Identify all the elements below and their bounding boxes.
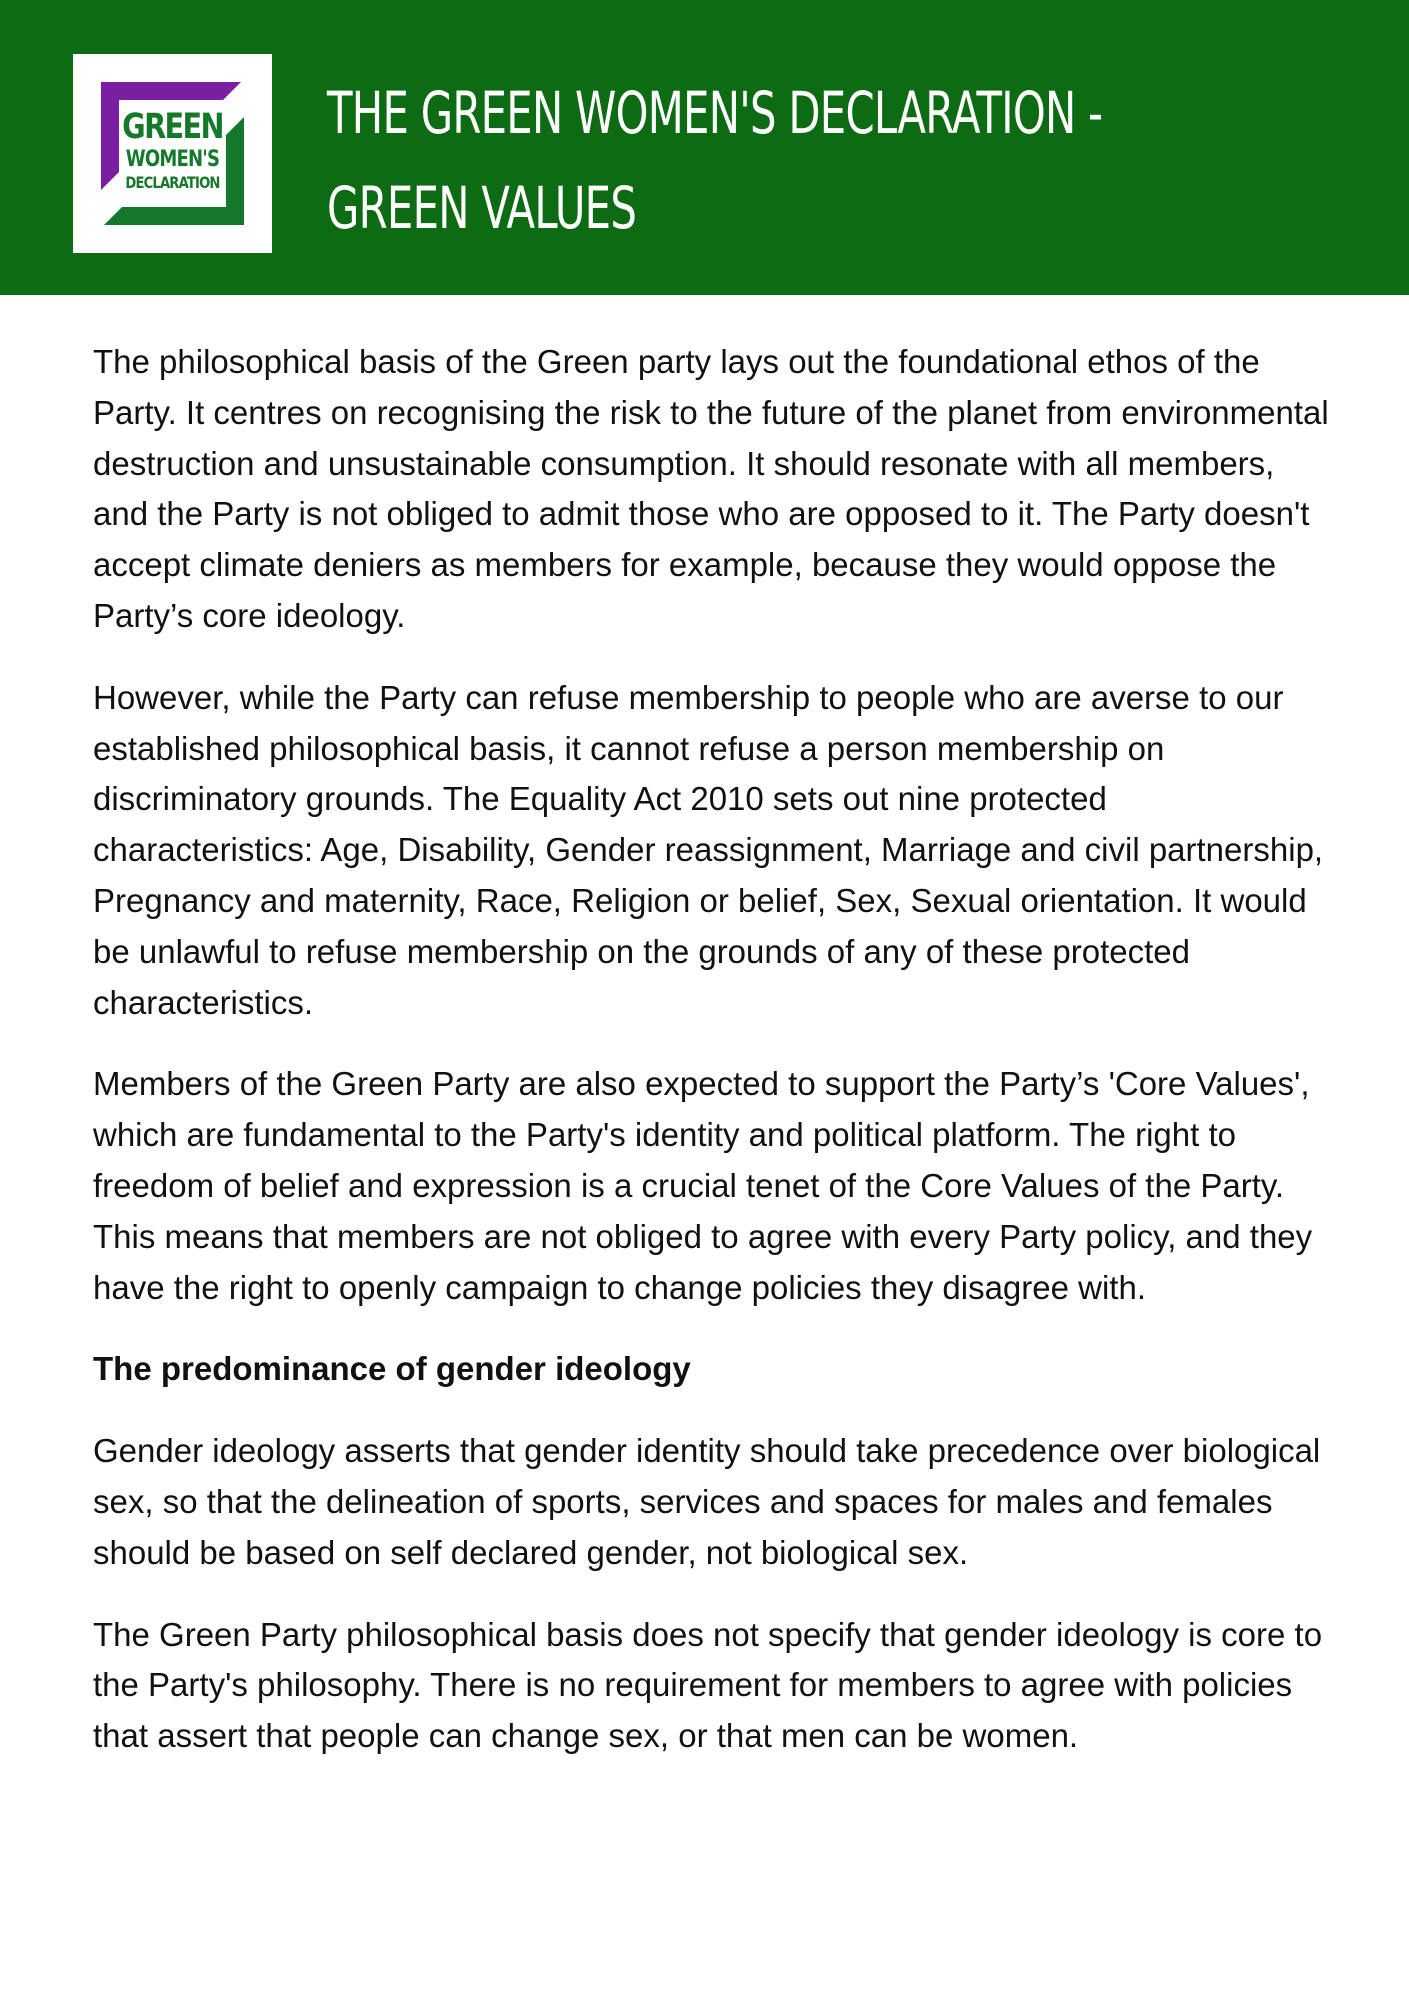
logo	[73, 54, 272, 253]
document-body	[93, 337, 1333, 1793]
logo-text-green: GREEN	[122, 107, 223, 147]
page-title-line-1: THE GREEN WOMEN'S DECLARATION -	[327, 79, 1103, 147]
paragraph-core-values: Members of the Green Party are also expected to support the Party’s 'Core Values', which are fundamental to the Party's identity and political platform. The right to freedom of belief and expression is a crucial tenet of the Core Values of the Party. This means that members are not obliged to agree with every Party policy, and they have the right to openly campaign to change policies they disagree with.	[93, 1065, 1313, 1306]
logo-text-declaration: DECLARATION	[125, 173, 220, 192]
logo-text-womens: WOMEN'S	[125, 147, 220, 172]
page-title-line-2: GREEN VALUES	[327, 174, 637, 242]
paragraph-membership-discrimination: However, while the Party can refuse membership to people who are averse to our established philosophical basis, it cannot refuse a person membership on discriminatory grounds. The Equality Act 2010 sets out nine protected characteristics: Age, Disability, Gender reassignment, Marriage and civil partnership, Pregnancy and maternity, Race, Religion or belief, Sex, Sexual orientation. It would be unlawful to refuse membership on the grounds of any of these protected characteristics.	[93, 678, 1324, 1021]
header-banner	[0, 0, 1409, 295]
paragraph-gender-ideology-definition: Gender ideology asserts that gender identity should take precedence over biological sex, so that the delineation of sports, services and spaces for males and females should be based on self declared gender, not biological sex.	[93, 1432, 1321, 1571]
paragraph-philosophical-basis-gender: The Green Party philosophical basis does not specify that gender ideology is core to the Party's philosophy. There is no requirement for members to agree with policies that assert that people can change sex, or that men can be women.	[93, 1615, 1323, 1755]
paragraph-philosophical-basis: The philosophical basis of the Green party lays out the foundational ethos of the Party. It centres on recognising the risk to the future of the planet from environmental destruction and unsustainable consumption. It should resonate with all members, and the Party is not obliged to admit those who are opposed to it. The Party doesn't accept climate deniers as members for example, because they would oppose the Party’s core ideology.	[93, 343, 1329, 634]
page-title	[327, 66, 1102, 256]
section-heading-gender-ideology: The predominance of gender ideology	[93, 1350, 691, 1388]
